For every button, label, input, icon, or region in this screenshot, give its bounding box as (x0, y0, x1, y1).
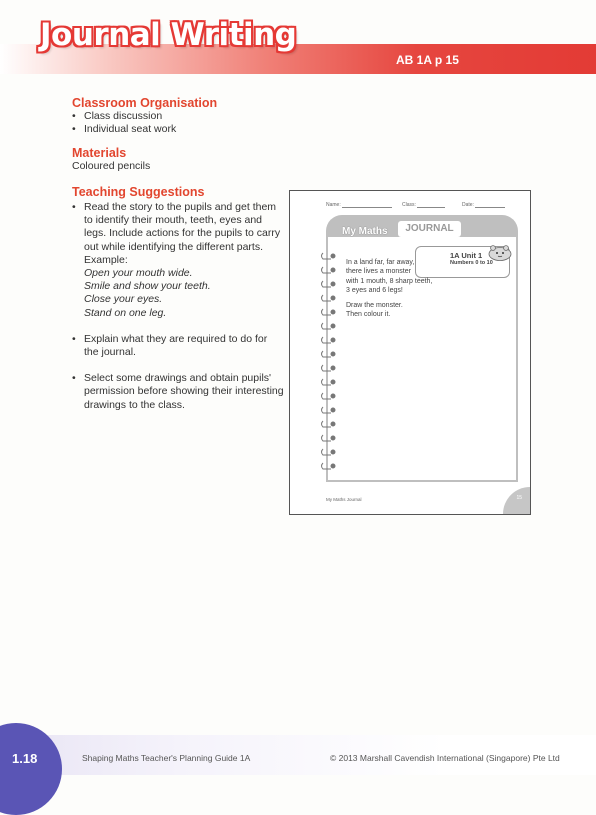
list-item (72, 201, 284, 320)
materials-heading: Materials (72, 146, 127, 160)
instruction-line: Draw the monster. (346, 302, 403, 310)
materials-text: Coloured pencils (72, 160, 151, 172)
hamster-icon (487, 243, 513, 261)
example-line: Close your eyes. (84, 293, 163, 306)
example-label: Example: (84, 253, 128, 266)
journal-banner-text: My Maths (342, 226, 388, 237)
classroom-organisation-list (72, 110, 176, 135)
class-label: Class: (402, 202, 416, 208)
page-title: Journal Writing (40, 17, 297, 53)
name-line (342, 207, 392, 208)
example-line: Smile and show your teeth. (84, 280, 211, 293)
page-number: 1.18 (12, 751, 38, 766)
activity-book-reference: AB 1A p 15 (396, 53, 459, 67)
class-field (402, 202, 445, 208)
story-line: In a land far, far away, (346, 259, 415, 266)
book-title: Shaping Maths Teacher's Planning Guide 1A (82, 753, 251, 763)
name-field (326, 202, 392, 208)
example-line: Open your mouth wide. (84, 267, 193, 280)
list-item: • Explain what they are required to do for the journal. (72, 333, 284, 359)
journal-footer-text: My Maths Journal (326, 497, 362, 502)
teaching-suggestions-heading: Teaching Suggestions (72, 185, 205, 199)
name-label: Name: (326, 202, 341, 208)
journal-word: JOURNAL (398, 221, 461, 237)
story-line: there lives a monster (346, 268, 411, 276)
class-line (417, 207, 445, 208)
list-item: • Select some drawings and obtain pupils' permission before showing their interesting drawings to the class. (72, 372, 284, 412)
date-field (462, 202, 505, 208)
teaching-suggestions-list (72, 201, 284, 425)
example-line: Stand on one leg. (84, 306, 167, 319)
spiral-binding-icon (320, 249, 338, 479)
journal-story (346, 258, 456, 326)
list-item: • Class discussion (72, 110, 176, 123)
story-line: 3 eyes and 6 legs! (346, 286, 403, 294)
date-line (475, 207, 505, 208)
suggestion-text: Read the story to the pupils and get them to identify their mouth, teeth, eyes and legs. Include actions for the pupils to carry out while identifying the different parts. (84, 201, 281, 253)
classroom-organisation-heading: Classroom Organisation (72, 96, 218, 110)
unit-title: 1A Unit 1 (450, 251, 483, 260)
date-label: Date: (462, 202, 474, 208)
journal-page-number: 15 (516, 495, 522, 501)
unit-subtitle: Numbers 0 to 10 (450, 260, 493, 266)
instruction-line: Then colour it. (346, 311, 391, 319)
story-line: with 1 mouth, 8 sharp teeth, (346, 277, 433, 285)
list-item: • Individual seat work (72, 123, 176, 136)
copyright: © 2013 Marshall Cavendish International (Singapore) Pte Ltd (330, 753, 560, 763)
journal-page-image (289, 190, 531, 515)
